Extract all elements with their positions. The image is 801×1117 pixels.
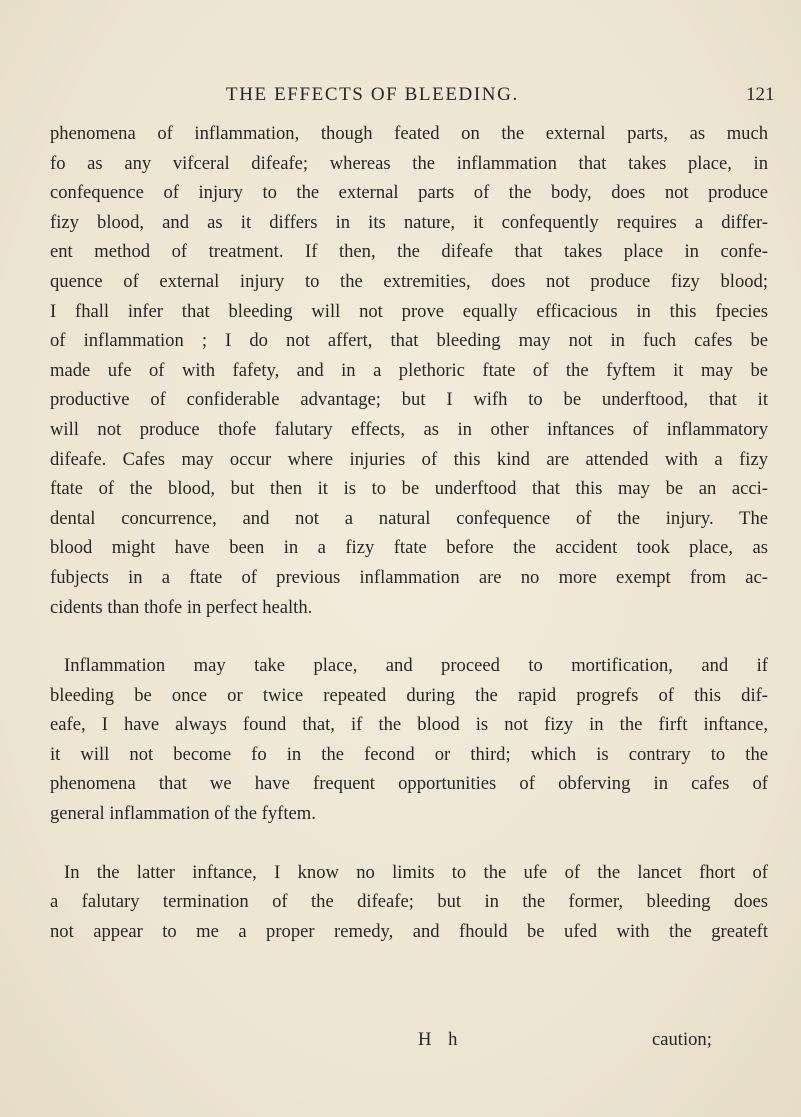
text-line: productive of confiderable advantage; but I wifh to be underftood, that it bbox=[50, 389, 768, 411]
text-line: Inflammation may take place, and proceed to mortification, and if bbox=[64, 655, 768, 677]
text-line: I fhall infer that bleeding will not prove equally efficacious in this fpecies bbox=[50, 300, 768, 322]
paragraph-gap bbox=[50, 829, 768, 858]
text-line: difeafe. Cafes may occur where injuries of this kind are attended with a fizy bbox=[50, 448, 768, 470]
paragraph-1 bbox=[50, 119, 768, 622]
text-line: will not produce thofe falutary effects, as in other inftances of inflammatory bbox=[50, 418, 768, 440]
page-number: 121 bbox=[746, 84, 775, 105]
body-text bbox=[50, 119, 768, 946]
text-line: it will not become fo in the fecond or third; which is contrary to the bbox=[50, 743, 768, 765]
signature-mark: H h bbox=[418, 1029, 464, 1050]
text-line: In the latter inftance, I know no limits to the ufe of the lancet fhort of bbox=[64, 861, 768, 883]
text-line: cidents than thofe in perfect health. bbox=[50, 596, 313, 618]
text-line: general inflammation of the fyftem. bbox=[50, 803, 316, 825]
text-line: not appear to me a proper remedy, and fhould be ufed with the greateft bbox=[50, 920, 768, 942]
text-line: quence of external injury to the extremities, does not produce fizy blood; bbox=[50, 270, 768, 292]
text-line: ftate of the blood, but then it is to be underftood that this may be an acci- bbox=[50, 478, 768, 500]
text-line: made ufe of with fafety, and in a plethoric ftate of the fyftem it may be bbox=[50, 359, 768, 381]
paragraph-gap bbox=[50, 622, 768, 651]
paragraph-3 bbox=[50, 858, 768, 947]
text-line: phenomena that we have frequent opportunities of obferving in cafes of bbox=[50, 773, 768, 795]
text-line: fo as any vifceral difeafe; whereas the inflammation that takes place, in bbox=[50, 152, 768, 174]
text-line: of inflammation ; I do not affert, that bleeding may not in fuch cafes be bbox=[50, 330, 768, 352]
text-line: ent method of treatment. If then, the difeafe that takes place in confe- bbox=[50, 241, 768, 263]
text-line: eafe, I have always found that, if the blood is not fizy in the firft inftance, bbox=[50, 714, 768, 736]
text-line: bleeding be once or twice repeated during the rapid progrefs of this dif- bbox=[50, 684, 768, 706]
catchword: caution; bbox=[652, 1029, 712, 1050]
running-title: THE EFFECTS OF BLEEDING. bbox=[226, 84, 519, 105]
page-header bbox=[0, 84, 801, 114]
text-line: phenomena of inflammation, though feated on the external parts, as much bbox=[50, 123, 768, 144]
text-line: blood might have been in a fizy ftate before the accident took place, as bbox=[50, 537, 768, 559]
text-line: fizy blood, and as it differs in its nature, it confequently requires a differ- bbox=[50, 211, 768, 233]
text-line: confequence of injury to the external parts of the body, does not produce bbox=[50, 182, 768, 204]
text-line: dental concurrence, and not a natural confequence of the injury. The bbox=[50, 507, 768, 529]
text-line: a falutary termination of the difeafe; but in the former, bleeding does bbox=[50, 891, 768, 913]
paragraph-2 bbox=[50, 651, 768, 829]
text-line: fubjects in a ftate of previous inflammation are no more exempt from ac- bbox=[50, 566, 768, 588]
